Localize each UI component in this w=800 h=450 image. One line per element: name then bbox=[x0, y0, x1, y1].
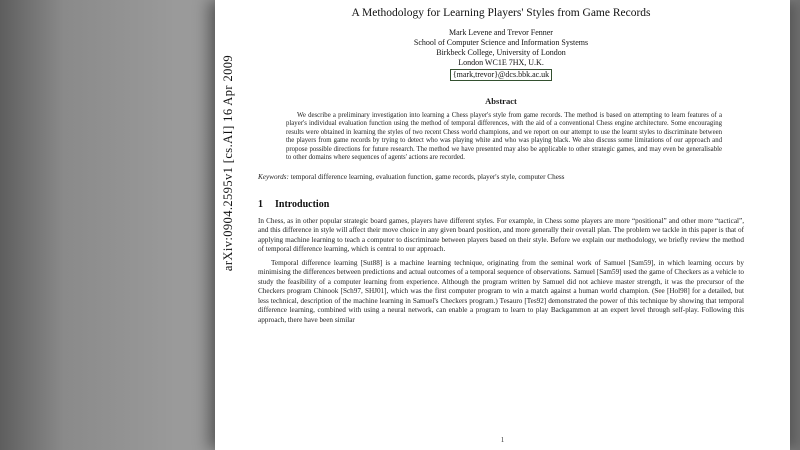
authors-block bbox=[258, 28, 744, 81]
paragraph-2: Temporal difference learning [Sut88] is a machine learning technique, originating from the seminal work of Samuel [Sam59], in which learning occurs by minimising the differences between predictions and actual outcomes of a temporal sequence of observations. Samuel [Sam59] used the game of Checkers as a vehicle to study the feasibility of a computer learning from experience. Although the program written by Samuel did not achieve master strength, it was the precursor of the Checkers program Chinook [Sch97, SHJ01], which was the first computer program to win a match against a human world champion. (See [Hol98] for a detailed, but less technical, description of the machine learning in Samuel's Checkers program.) Tesauro [Tes92] demonstrated the power of this technique by showing that temporal difference learning, combined with using a neural network, can enable a program to learn to play Backgammon at an expert level through self-play. Following this approach, there have been similar bbox=[258, 258, 744, 324]
keywords-text: temporal difference learning, evaluation function, game records, player's style, computer Chess bbox=[288, 173, 565, 182]
paper-title: A Methodology for Learning Players' Styles from Game Records bbox=[351, 7, 651, 19]
affiliation-line-1: School of Computer Science and Information Systems bbox=[413, 38, 589, 47]
arxiv-identifier-stamp: arXiv:0904.2595v1 [cs.AI] 16 Apr 2009 bbox=[221, 54, 235, 272]
affiliation-line-3: London WC1E 7HX, U.K. bbox=[458, 58, 544, 67]
paragraph-1: In Chess, as in other popular strategic board games, players have different styles. For example, in Chess some players are more “positional” and other more “tactical”, and this difference in style will affect their move choice in any given board position, and more generally their overall plan. The problem we tackle in this paper is that of applying machine learning to teach a computer to discriminate between players based on their style. Before we explain our methodology, we briefly review the method of temporal difference learning, which is central to our approach. bbox=[258, 216, 744, 254]
abstract-heading: Abstract bbox=[485, 96, 517, 106]
keywords-line bbox=[258, 173, 744, 182]
paper-page bbox=[215, 0, 790, 450]
paper-content bbox=[215, 0, 790, 450]
author-names: Mark Levene and Trevor Fenner bbox=[449, 28, 553, 37]
section-number: 1 bbox=[258, 198, 263, 210]
keywords-label: Keywords: bbox=[258, 173, 289, 182]
abstract-text: We describe a preliminary investigation into learning a Chess player's style from game records. The method is based on attempting to learn features of a player's individual evaluation function using the method of temporal differences, with the aid of a conventional Chess engine architecture. Some encouraging results were obtained in learning the styles of two recent Chess world champions, and we report on our attempt to use the learnt styles to discriminate between the players from game records by trying to detect who was playing white and who was playing black. We also discuss some limitations of our approach and propose possible directions for future research. The method we have presented may also be applicable to other strategic games, and may even be generalisable to other domains where sequences of agents' actions are recorded. bbox=[286, 112, 722, 162]
email-link[interactable]: {mark,trevor}@dcs.bbk.ac.uk bbox=[450, 69, 552, 81]
affiliation-line-2: Birkbeck College, University of London bbox=[436, 48, 566, 57]
section-title: Introduction bbox=[275, 198, 330, 210]
section-heading-introduction bbox=[258, 199, 744, 210]
page-number: 1 bbox=[500, 436, 505, 444]
